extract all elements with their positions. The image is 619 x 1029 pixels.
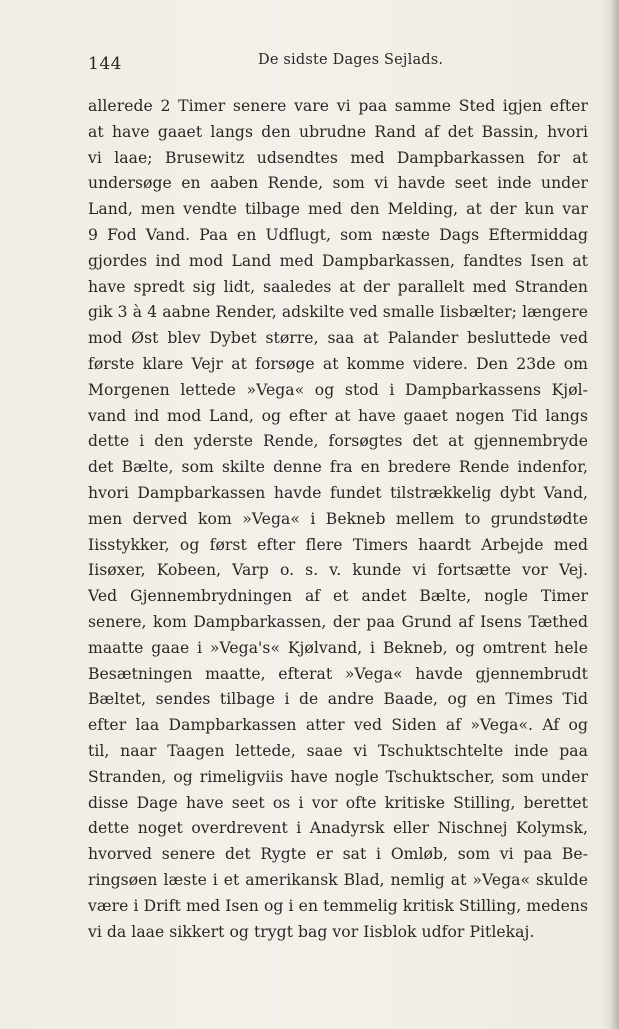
text-line: senere, kom Dampbarkassen, der paa Grund af Isens Tæthed xyxy=(88,612,588,631)
page-number: 144 xyxy=(88,54,122,74)
text-line: dette noget overdrevent i Anadyrsk eller Nischnej Kolymsk, xyxy=(88,819,588,838)
text-line: ringsøen læste i et amerikansk Blad, nemlig at »Vega« skulde xyxy=(88,870,588,889)
text-line: disse Dage have seet os i vor ofte kritiske Stilling, berettet xyxy=(88,793,588,812)
text-line: Land, men vendte tilbage med den Melding, at der kun var xyxy=(88,200,588,219)
text-line: til, naar Taagen lettede, saae vi Tschuktschtelte inde paa xyxy=(88,741,588,760)
text-line: Iisøxer, Kobeen, Varp o. s. v. kunde vi fortsætte vor Vej. xyxy=(88,561,588,580)
page-edge-shadow xyxy=(610,0,619,1029)
text-line: være i Drift med Isen og i en temmelig kritisk Stilling, medens xyxy=(88,896,588,915)
text-line: 9 Fod Vand. Paa en Udflugt, som næste Dags Eftermiddag xyxy=(88,225,588,244)
text-line: mod Øst blev Dybet større, saa at Palander besluttede ved xyxy=(88,329,588,348)
text-line: Besætningen maatte, efterat »Vega« havde gjennembrudt xyxy=(88,664,588,683)
text-line: at have gaaet langs den ubrudne Rand af det Bassin, hvori xyxy=(88,122,588,141)
text-line: have spredt sig lidt, saaledes at der parallelt med Stranden xyxy=(88,277,588,296)
text-line: undersøge en aaben Rende, som vi havde seet inde under xyxy=(88,174,588,193)
text-line: første klare Vejr at forsøge at komme videre. Den 23de om xyxy=(88,354,588,373)
text-line: gik 3 à 4 aabne Render, adskilte ved smalle Iisbælter; længere xyxy=(88,303,588,322)
running-head-title: De sidste Dages Sejlads. xyxy=(258,52,444,68)
text-line: Stranden, og rimeligviis have nogle Tschuktscher, som under xyxy=(88,767,588,786)
text-line: maatte gaae i »Vega's« Kjølvand, i Bekneb, og omtrent hele xyxy=(88,638,588,657)
text-line: vi laae; Brusewitz udsendtes med Dampbarkassen for at xyxy=(88,148,588,167)
text-line: hvorved senere det Rygte er sat i Omløb, som vi paa Be- xyxy=(88,845,588,864)
text-line: vi da laae sikkert og trygt bag vor Iisblok udfor Pitlekaj. xyxy=(88,922,535,941)
body-text xyxy=(88,94,588,945)
text-line: dette i den yderste Rende, forsøgtes det at gjennembryde xyxy=(88,432,588,451)
text-line: efter laa Dampbarkassen atter ved Siden af »Vega«. Af og xyxy=(88,716,588,735)
text-line: allerede 2 Timer senere vare vi paa samme Sted igjen efter xyxy=(88,97,588,115)
text-line: Iisstykker, og først efter flere Timers haardt Arbejde med xyxy=(88,535,588,554)
running-head xyxy=(88,52,588,76)
text-line: vand ind mod Land, og efter at have gaaet nogen Tid langs xyxy=(88,406,588,425)
text-line: Ved Gjennembrydningen af et andet Bælte, nogle Timer xyxy=(88,587,588,606)
text-line: Morgenen lettede »Vega« og stod i Dampbarkassens Kjøl- xyxy=(88,380,588,399)
text-line: men derved kom »Vega« i Bekneb mellem to grundstødte xyxy=(88,509,588,528)
text-line: det Bælte, som skilte denne fra en bredere Rende indenfor, xyxy=(88,458,588,477)
text-line: gjordes ind mod Land med Dampbarkassen, fandtes Isen at xyxy=(88,251,588,270)
text-line: Bæltet, sendes tilbage i de andre Baade, og en Times Tid xyxy=(88,690,588,709)
text-line: hvori Dampbarkassen havde fundet tilstrækkelig dybt Vand, xyxy=(88,483,588,502)
